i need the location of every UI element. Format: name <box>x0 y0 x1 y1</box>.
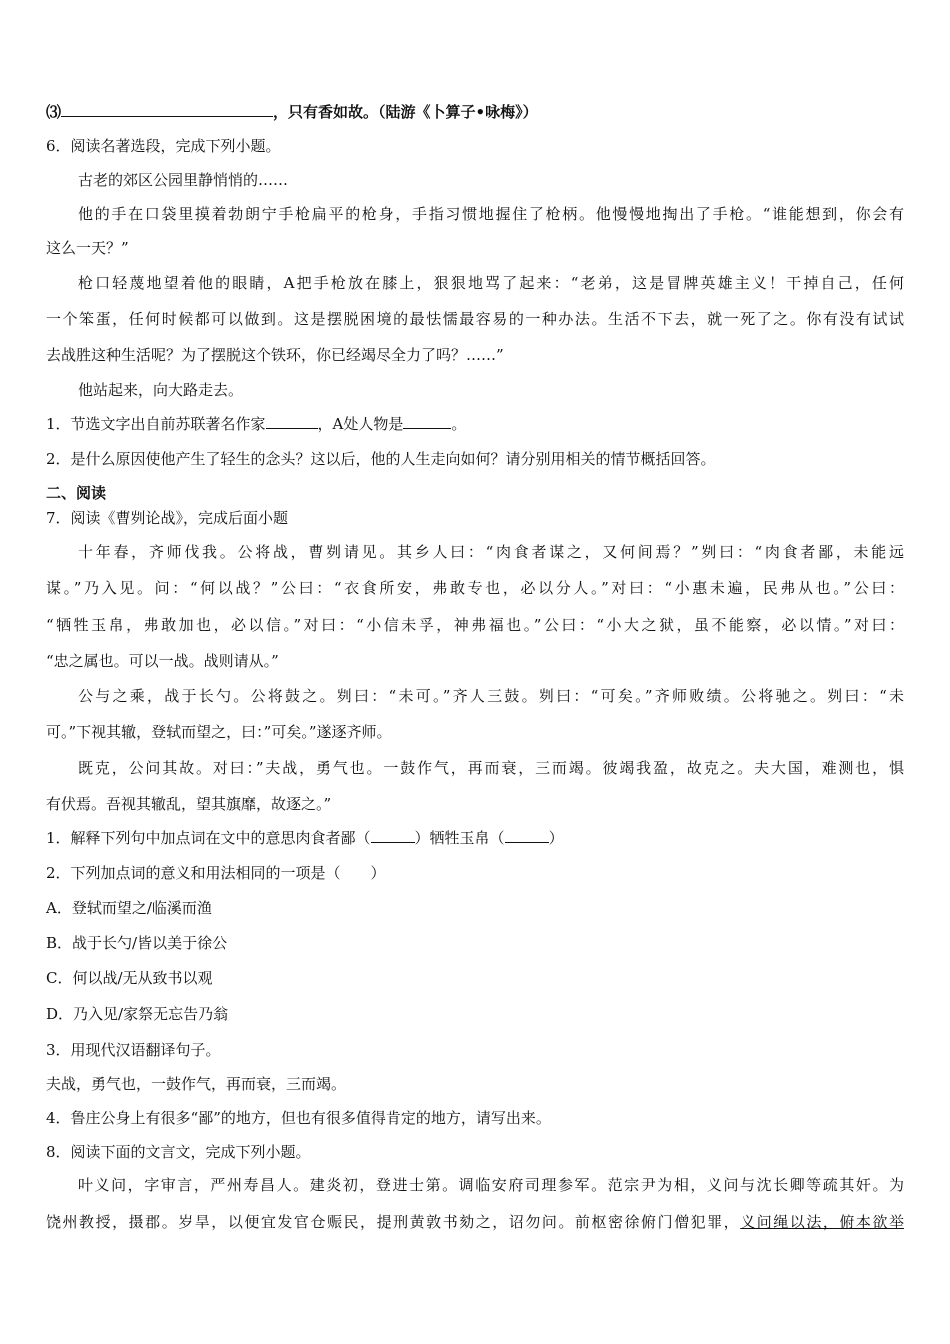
q6-passage-line: 一个笨蛋，任何时候都可以做到。这是摆脱困境的最怯懦最容易的一种办法。生活不下去，就一死了之。你有没有试试 <box>46 310 904 328</box>
q7-passage-line: 谋。”乃入见。问：“何以战？”公曰：“衣食所安，弗敢专也，必以分人。”对曰：“小惠未遍，民弗从也。”公曰： <box>46 579 904 597</box>
q7-option: D．乃入见/家祭无忘告乃翁 <box>46 1005 229 1023</box>
answer-blank[interactable] <box>61 102 273 117</box>
q7-passage-line: 有伏焉。吾视其辙乱，望其旗靡，故逐之。” <box>46 795 332 813</box>
q8-passage-line <box>46 1212 904 1232</box>
q7-passage-line: “牺牲玉帛，弗敢加也，必以信。”对曰：“小信未孚，神弗福也。”公曰：“小大之狱，虽不能察，必以情。”对曰： <box>46 616 904 634</box>
q6-sub1-text: ，A处人物是 <box>317 415 404 433</box>
underlined-sentence: 义问绳以法，俯本欲举 <box>740 1213 904 1231</box>
q6-passage-line: 这么一天？” <box>46 239 129 257</box>
q6-passage-line: 他的手在口袋里摸着勃朗宁手枪扁平的枪身，手指习惯地握住了枪柄。他慢慢地掏出了手枪。“谁能想到，你会有 <box>78 205 904 223</box>
q7-passage-line: 公与之乘，战于长勺。公将鼓之。刿曰：“未可。”齐人三鼓。刿曰：“可矣。”齐师败绩。公将驰之。刿曰：“未 <box>78 687 904 705</box>
poem-fill-question <box>46 102 538 122</box>
question-label: ⑶ <box>46 103 62 121</box>
q7-sub1-text: ）牺牲玉帛（ <box>414 829 505 847</box>
q6-sub2: 2．是什么原因使他产生了轻生的念头？这以后，他的人生走向如何？请分别用相关的情节概括回答。 <box>46 450 716 468</box>
q8-passage-line: 叶义问，字审言，严州寿昌人。建炎初，登进士第。调临安府司理参军。范宗尹为相，义问与沈长卿等疏其奸。为 <box>78 1176 904 1194</box>
answer-blank[interactable] <box>266 414 318 429</box>
q7-option: A．登轼而望之/临溪而渔 <box>46 899 212 917</box>
q7-sub2: 2．下列加点词的意义和用法相同的一项是（ ） <box>46 864 386 882</box>
q6-passage-line: 枪口轻蔑地望着他的眼睛，A把手枪放在膝上，狠狠地骂了起来：“老弟，这是冒牌英雄主义！干掉自己，任何 <box>78 274 904 292</box>
q6-passage-line: 古老的郊区公园里静悄悄的…… <box>78 171 289 189</box>
q6-passage-line: 他站起来，向大路走去。 <box>78 381 244 399</box>
q6-sub1-text: 1．节选文字出自前苏联著名作家 <box>46 415 266 433</box>
q8-title: 8．阅读下面的文言文，完成下列小题。 <box>46 1143 311 1161</box>
q7-passage-line: “忠之属也。可以一战。战则请从。” <box>46 652 279 670</box>
q7-sub4: 4．鲁庄公身上有很多“鄙”的地方，但也有很多值得肯定的地方，请写出来。 <box>46 1109 551 1127</box>
q7-passage-line: 十年春，齐师伐我。公将战，曹刿请见。其乡人曰：“肉食者谋之，又何间焉？”刿曰：“肉食者鄙，未能远 <box>78 543 904 561</box>
poem-text: ，只有香如故。（陆游《卜算子•咏梅》） <box>273 103 538 121</box>
q7-option: B．战于长勺/皆以美于徐公 <box>46 934 228 952</box>
answer-blank[interactable] <box>403 414 451 429</box>
q8-passage-text: 饶州教授，摄郡。岁旱，以便宜发官仓赈民，提刑黄敦书劾之，诏勿问。前枢密徐俯门僧犯罪， <box>46 1213 741 1231</box>
q7-option: C．何以战/无从致书以观 <box>46 969 213 987</box>
q7-sub3-sentence: 夫战，勇气也，一鼓作气，再而衰，三而竭。 <box>46 1075 347 1093</box>
q7-sub3: 3．用现代汉语翻译句子。 <box>46 1041 221 1059</box>
section-heading: 二、阅读 <box>46 484 107 502</box>
answer-blank[interactable] <box>505 828 549 843</box>
q7-sub1 <box>46 828 564 848</box>
q7-sub1-text: ） <box>548 829 564 847</box>
q7-passage-line: 既克，公问其故。对曰：”夫战，勇气也。一鼓作气，再而衰，三而竭。彼竭我盈，故克之。夫大国，难测也，惧 <box>78 759 904 777</box>
answer-blank[interactable] <box>371 828 415 843</box>
q6-sub1 <box>46 414 466 434</box>
q6-sub1-text: 。 <box>451 415 467 433</box>
q6-passage-line: 去战胜这种生活呢？为了摆脱这个铁环，你已经竭尽全力了吗？……” <box>46 346 504 364</box>
q6-title: 6．阅读名著选段，完成下列小题。 <box>46 137 281 155</box>
q7-sub1-text: 1．解释下列句中加点词在文中的意思肉食者鄙（ <box>46 829 371 847</box>
q7-title: 7．阅读《曹刿论战》，完成后面小题 <box>46 509 289 527</box>
q7-passage-line: 可。”下视其辙，登轼而望之，曰：”可矣。”遂逐齐师。 <box>46 723 392 741</box>
